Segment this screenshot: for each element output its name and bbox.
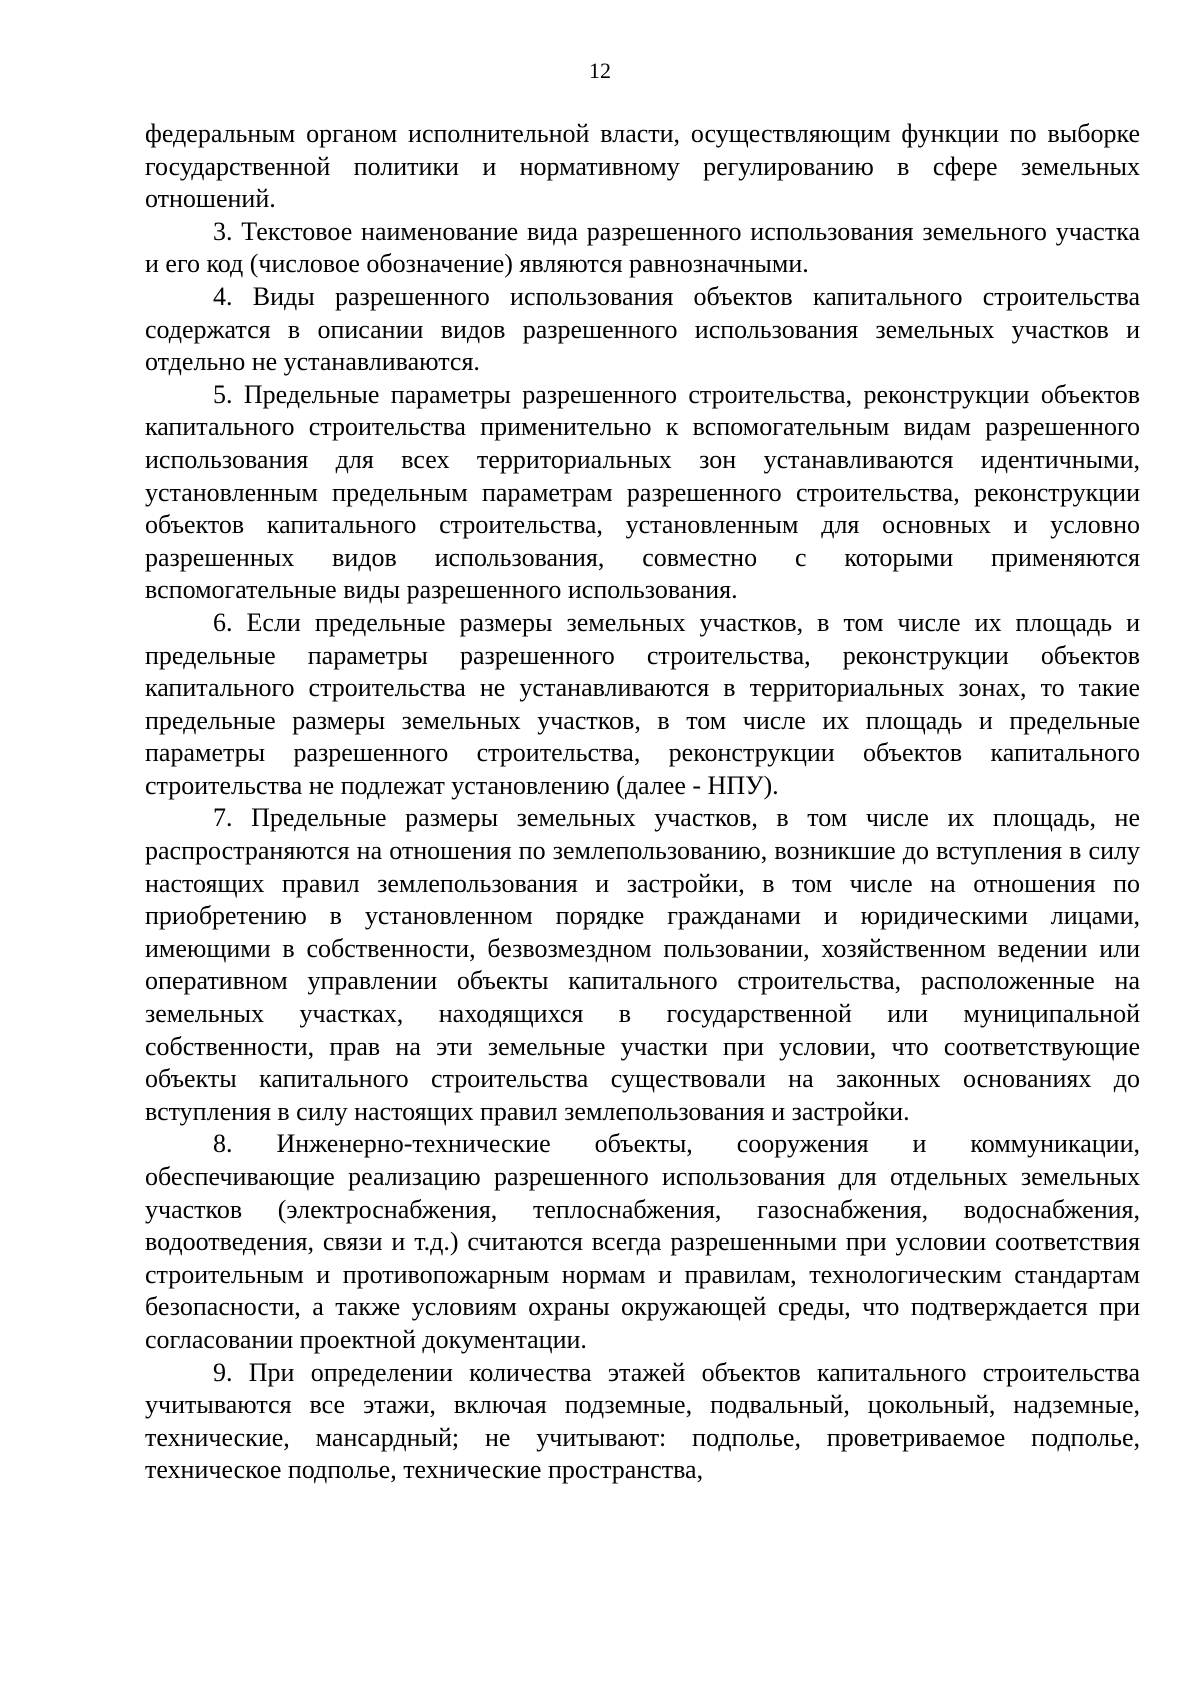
paragraph-9: 9. При определении количества этажей объектов капитального строительства учитываются все этажи, включая подземные, подвальный, цокольный, надземные, технические, мансардный; не учитывают: подполье, проветриваемое подполье, техническое подполье, технические пространства, [145, 1357, 1140, 1485]
page-number: 12 [589, 58, 611, 83]
paragraph-8: 8. Инженерно-технические объекты, сооружения и коммуникации, обеспечивающие реализацию разрешенного использования для отдельных земельных участков (электроснабжения, теплоснабжения, газоснабжения, водоснабжения, водоотведения, связи и т.д.) считаются всегда разрешенными при условии соответствия строительным и противопожарным нормам и правилам, технологическим стандартам безопасности, а также условиям охраны окружающей среды, что подтверждается при согласовании проектной документации. [145, 1129, 1140, 1354]
paragraph-6: 6. Если предельные размеры земельных участков, в том числе их площадь и предельные параметры разрешенного строительства, реконструкции объектов капитального строительства не устанавливаются в территориальных зонах, то такие предельные размеры земельных участков, в том числе их площадь и предельные параметры разрешенного строительства, реконструкции объектов капитального строительства не подлежат установлению (далее - НПУ). [145, 607, 1140, 800]
paragraph-continuation: федеральным органом исполнительной власти, осуществляющим функции по выборке государственной политики и нормативному регулированию в сфере земельных отношений. [145, 119, 1140, 214]
document-body [145, 118, 1140, 1487]
paragraph-7: 7. Предельные размеры земельных участков, в том числе их площадь, не распространяются на отношения по землепользованию, возникшие до вступления в силу настоящих правил землепользования и застройки, в том числе на отношения по приобретению в установленном порядке гражданами и юридическими лицами, имеющими в собственности, безвозмездном пользовании, хозяйственном ведении или оперативном управлении объекты капитального строительства, расположенные на земельных участках, находящихся в государственной или муниципальной собственности, прав на эти земельные участки при условии, что соответствующие объекты капитального строительства существовали на законных основаниях до вступления в силу настоящих правил землепользования и застройки. [145, 803, 1140, 1126]
paragraph-4: 4. Виды разрешенного использования объектов капитального строительства содержатся в описании видов разрешенного использования земельных участков и отдельно не устанавливаются. [145, 281, 1140, 377]
paragraph-3: 3. Текстовое наименование вида разрешенного использования земельного участка и его код (числовое обозначение) являются равнозначными. [145, 216, 1140, 279]
paragraph-5: 5. Предельные параметры разрешенного строительства, реконструкции объектов капитального строительства применительно к вспомогательным видам разрешенного использования для всех территориальных зон устанавливаются идентичными, установленным предельным параметрам разрешенного строительства, реконструкции объектов капитального строительства, установленным для основных и условно разрешенных видов использования, совместно с которыми применяются вспомогательные виды разрешенного использования. [145, 379, 1140, 605]
